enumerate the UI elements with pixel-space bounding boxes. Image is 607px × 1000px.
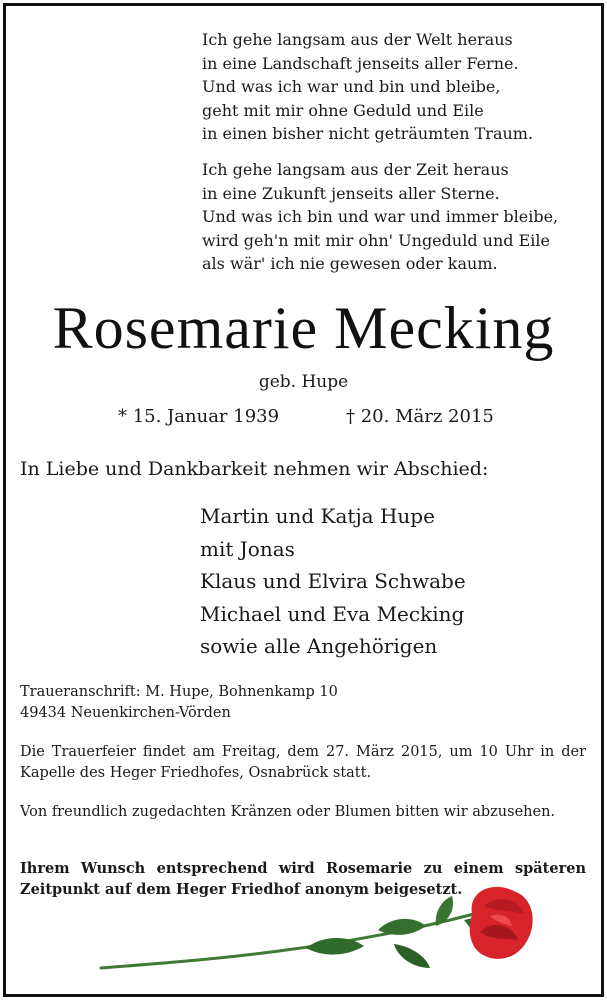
poem-line: in einen bisher nicht geträumten Traum. bbox=[202, 124, 534, 144]
address-line: 49434 Neuenkirchen-Vörden bbox=[20, 705, 231, 721]
mourner-name: Michael und Eva Mecking bbox=[200, 601, 465, 626]
mourner-name: Klaus und Elvira Schwabe bbox=[200, 569, 466, 593]
burial-wish: Ihrem Wunsch entsprechend wird Rosemarie zu einem späteren Zeitpunkt auf dem Heger Friedhof anonym beigesetzt. bbox=[20, 860, 586, 898]
poem-stanza-1 bbox=[202, 28, 582, 146]
death-date: † 20. März 2015 bbox=[346, 406, 494, 427]
poem-stanza-2 bbox=[202, 158, 582, 276]
mourner-name: sowie alle Angehörigen bbox=[200, 634, 438, 658]
address-line: Traueranschrift: M. Hupe, Bohnenkamp 10 bbox=[20, 684, 338, 700]
ceremony-info: Die Trauerfeier findet am Freitag, dem 27. März 2015, um 10 Uhr in der Kapelle des Heger Friedhofes, Osnabrück statt. bbox=[20, 744, 586, 781]
poem-line: wird geh'n mit mir ohn' Ungeduld und Eile bbox=[202, 230, 550, 250]
poem-line: Und was ich war und bin und bleibe, bbox=[202, 77, 501, 97]
poem-line: in eine Landschaft jenseits aller Ferne. bbox=[202, 53, 519, 73]
deceased-name: Rosemarie Mecking bbox=[52, 295, 555, 361]
mourner-name: mit Jonas bbox=[200, 536, 295, 561]
obituary-notice bbox=[3, 3, 604, 997]
poem-line: in eine Zukunft jenseits aller Sterne. bbox=[202, 183, 500, 203]
rose-leaf-icon bbox=[378, 919, 426, 935]
rose-bloom-icon bbox=[470, 887, 533, 959]
mourner-name: Martin und Katja Hupe bbox=[200, 504, 435, 528]
maiden-name: geb. Hupe bbox=[258, 372, 349, 392]
flowers-note: Von freundlich zugedachten Kränzen oder Blumen bitten wir abzusehen. bbox=[20, 804, 556, 820]
poem bbox=[202, 28, 582, 288]
poem-line: Ich gehe langsam aus der Welt heraus bbox=[202, 30, 513, 49]
poem-line: Und was ich bin und war und immer bleibe, bbox=[202, 207, 559, 227]
birth-date: * 15. Januar 1939 bbox=[118, 406, 280, 427]
mourning-address bbox=[20, 682, 338, 724]
rose-leaf-icon bbox=[394, 944, 430, 968]
rose-illustration bbox=[6, 886, 601, 994]
poem-line: Ich gehe langsam aus der Zeit heraus bbox=[202, 159, 509, 179]
mourners-list bbox=[200, 500, 466, 663]
poem-line: geht mit mir ohne Geduld und Eile bbox=[202, 100, 484, 120]
farewell-line: In Liebe und Dankbarkeit nehmen wir Abschied: bbox=[20, 458, 489, 480]
poem-line: als wär' ich nie gewesen oder kaum. bbox=[202, 254, 498, 274]
